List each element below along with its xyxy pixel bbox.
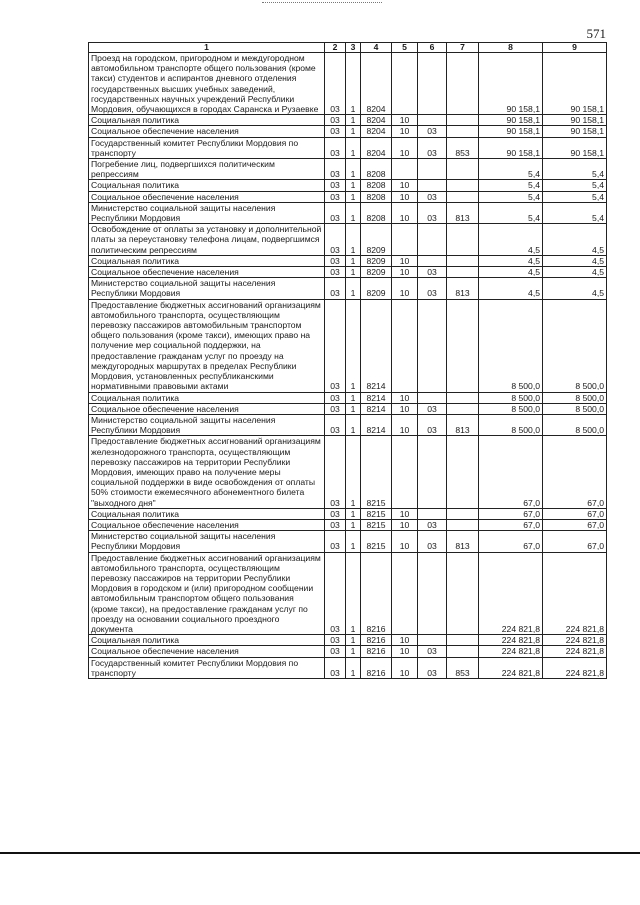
cell-code-4: 8214 [361, 403, 392, 414]
cell-code-6 [418, 53, 447, 115]
col-header-6: 6 [418, 43, 447, 53]
cell-code-4: 8216 [361, 552, 392, 635]
cell-code-6 [418, 635, 447, 646]
col-header-9: 9 [543, 43, 607, 53]
col-header-2: 2 [325, 43, 346, 53]
cell-code-3: 1 [346, 508, 361, 519]
cell-code-3: 1 [346, 392, 361, 403]
cell-amount-8: 4,5 [479, 255, 543, 266]
cell-code-2: 03 [325, 552, 346, 635]
cell-code-4: 8215 [361, 508, 392, 519]
cell-amount-9: 90 158,1 [543, 126, 607, 137]
cell-name: Министерство социальной защиты населения Республики Мордовия [89, 414, 325, 435]
table-row [89, 159, 607, 180]
cell-code-5 [392, 552, 418, 635]
cell-code-5: 10 [392, 180, 418, 191]
cell-code-2: 03 [325, 126, 346, 137]
col-header-3: 3 [346, 43, 361, 53]
cell-code-6: 03 [418, 657, 447, 678]
cell-code-4: 8214 [361, 414, 392, 435]
cell-code-6 [418, 115, 447, 126]
cell-code-6 [418, 255, 447, 266]
cell-code-5: 10 [392, 202, 418, 223]
cell-code-2: 03 [325, 202, 346, 223]
cell-code-4: 8208 [361, 202, 392, 223]
cell-code-3: 1 [346, 552, 361, 635]
cell-code-6: 03 [418, 519, 447, 530]
cell-code-7: 813 [447, 414, 479, 435]
cell-code-7 [447, 646, 479, 657]
cell-code-5: 10 [392, 115, 418, 126]
cell-code-3: 1 [346, 267, 361, 278]
cell-name: Министерство социальной защиты населения Республики Мордовия [89, 278, 325, 299]
table-row [89, 255, 607, 266]
cell-code-5 [392, 159, 418, 180]
cell-name: Освобождение от оплаты за установку и дополнительной платы за переустановку телефона лицам, подвергшимся политическим репрессиям [89, 224, 325, 256]
cell-code-4: 8216 [361, 646, 392, 657]
cell-code-2: 03 [325, 646, 346, 657]
cell-amount-9: 5,4 [543, 159, 607, 180]
cell-code-3: 1 [346, 403, 361, 414]
cell-code-2: 03 [325, 392, 346, 403]
cell-amount-8: 67,0 [479, 531, 543, 552]
cell-code-7 [447, 392, 479, 403]
cell-code-2: 03 [325, 224, 346, 256]
cell-code-4: 8209 [361, 224, 392, 256]
cell-code-6 [418, 224, 447, 256]
cell-code-3: 1 [346, 255, 361, 266]
cell-code-5: 10 [392, 403, 418, 414]
cell-amount-9: 67,0 [543, 519, 607, 530]
cell-name: Социальное обеспечение населения [89, 519, 325, 530]
table-row [89, 53, 607, 115]
cell-code-4: 8204 [361, 126, 392, 137]
cell-code-6: 03 [418, 126, 447, 137]
cell-code-5 [392, 53, 418, 115]
cell-amount-9: 5,4 [543, 202, 607, 223]
cell-code-4: 8209 [361, 255, 392, 266]
cell-code-2: 03 [325, 255, 346, 266]
cell-code-3: 1 [346, 519, 361, 530]
cell-code-4: 8216 [361, 657, 392, 678]
table-row [89, 180, 607, 191]
cell-code-7 [447, 299, 479, 392]
cell-amount-8: 4,5 [479, 267, 543, 278]
cell-amount-9: 90 158,1 [543, 53, 607, 115]
cell-code-3: 1 [346, 436, 361, 508]
cell-amount-8: 8 500,0 [479, 403, 543, 414]
cell-code-3: 1 [346, 635, 361, 646]
cell-amount-9: 224 821,8 [543, 657, 607, 678]
cell-name: Предоставление бюджетных ассигнований организациям автомобильного транспорта, осуществляющим перевозку пассажиров на территории Республики Мордовия в городском и (или) пригородном сообщении автомобильным транспортом общего пользования (кроме такси), на предоставление гражданам услуг по проезду на основании социального проездного документа [89, 552, 325, 635]
table-row [89, 267, 607, 278]
cell-code-6: 03 [418, 137, 447, 158]
cell-amount-8: 5,4 [479, 180, 543, 191]
cell-code-7 [447, 126, 479, 137]
cell-amount-8: 90 158,1 [479, 115, 543, 126]
cell-code-4: 8214 [361, 299, 392, 392]
cell-name: Социальная политика [89, 255, 325, 266]
cell-code-3: 1 [346, 224, 361, 256]
cell-code-2: 03 [325, 299, 346, 392]
cell-code-7 [447, 53, 479, 115]
cell-code-7 [447, 436, 479, 508]
cell-amount-9: 8 500,0 [543, 414, 607, 435]
cell-amount-8: 90 158,1 [479, 126, 543, 137]
cell-amount-9: 90 158,1 [543, 115, 607, 126]
cell-code-5: 10 [392, 519, 418, 530]
cell-amount-8: 224 821,8 [479, 635, 543, 646]
cell-code-5: 10 [392, 635, 418, 646]
page-number: 571 [586, 26, 606, 41]
table-row [89, 531, 607, 552]
cell-code-6: 03 [418, 191, 447, 202]
cell-code-6 [418, 159, 447, 180]
table-row [89, 436, 607, 508]
cell-code-6: 03 [418, 646, 447, 657]
table-row [89, 552, 607, 635]
table-row [89, 191, 607, 202]
cell-name: Социальная политика [89, 115, 325, 126]
cell-code-5: 10 [392, 414, 418, 435]
cell-amount-9: 67,0 [543, 531, 607, 552]
cell-code-6: 03 [418, 414, 447, 435]
cell-code-6 [418, 552, 447, 635]
cell-code-5: 10 [392, 137, 418, 158]
cell-code-2: 03 [325, 137, 346, 158]
cell-code-5: 10 [392, 657, 418, 678]
cell-code-5: 10 [392, 255, 418, 266]
cell-name: Государственный комитет Республики Мордовия по транспорту [89, 657, 325, 678]
cell-code-2: 03 [325, 267, 346, 278]
cell-code-6 [418, 299, 447, 392]
cell-name: Предоставление бюджетных ассигнований организациям автомобильного транспорта, осуществляющим перевозку пассажиров автомобильным транспортом общего пользования (кроме такси), имеющих право на получение мер социальной поддержки, на предоставление гражданам услуг по проезду на междугородных маршрутах в пределах Республики Мордовия, установленных республиканскими нормативными правовыми актами [89, 299, 325, 392]
cell-code-6 [418, 508, 447, 519]
table-row [89, 224, 607, 256]
cell-amount-9: 224 821,8 [543, 646, 607, 657]
cell-code-7 [447, 115, 479, 126]
cell-code-5: 10 [392, 508, 418, 519]
cell-amount-8: 90 158,1 [479, 53, 543, 115]
cell-code-6: 03 [418, 403, 447, 414]
cell-amount-8: 90 158,1 [479, 137, 543, 158]
cell-amount-8: 8 500,0 [479, 414, 543, 435]
cell-amount-8: 67,0 [479, 436, 543, 508]
col-header-1: 1 [89, 43, 325, 53]
cell-amount-9: 5,4 [543, 191, 607, 202]
cell-code-3: 1 [346, 191, 361, 202]
cell-name: Проезд на городском, пригородном и междугородном автомобильном транспорте общего пользования (кроме такси) студентов и аспирантов дневного отделения государственных высших учебных заведений, государственных научных учреждений Республики Мордовия, обучающихся в городах Саранска и Рузаевке [89, 53, 325, 115]
cell-code-4: 8204 [361, 137, 392, 158]
table-row [89, 392, 607, 403]
cell-code-5: 10 [392, 267, 418, 278]
cell-amount-8: 8 500,0 [479, 392, 543, 403]
cell-code-6: 03 [418, 278, 447, 299]
table-row [89, 646, 607, 657]
cell-code-4: 8208 [361, 159, 392, 180]
cell-code-4: 8208 [361, 191, 392, 202]
table-row [89, 115, 607, 126]
cell-code-2: 03 [325, 414, 346, 435]
cell-name: Государственный комитет Республики Мордовия по транспорту [89, 137, 325, 158]
cell-code-4: 8204 [361, 115, 392, 126]
cell-code-4: 8209 [361, 267, 392, 278]
cell-amount-9: 4,5 [543, 267, 607, 278]
cell-amount-9: 8 500,0 [543, 392, 607, 403]
cell-code-7: 813 [447, 202, 479, 223]
cell-code-7: 853 [447, 657, 479, 678]
cell-amount-9: 90 158,1 [543, 137, 607, 158]
cell-code-7 [447, 191, 479, 202]
cell-code-7 [447, 552, 479, 635]
cell-name: Министерство социальной защиты населения Республики Мордовия [89, 202, 325, 223]
cell-code-2: 03 [325, 53, 346, 115]
cell-code-5: 10 [392, 646, 418, 657]
cell-code-7: 813 [447, 531, 479, 552]
cell-amount-8: 8 500,0 [479, 299, 543, 392]
cell-code-4: 8215 [361, 436, 392, 508]
cell-name: Погребение лиц, подвергшихся политическим репрессиям [89, 159, 325, 180]
table-row [89, 508, 607, 519]
cell-code-3: 1 [346, 53, 361, 115]
cell-code-4: 8214 [361, 392, 392, 403]
cell-code-2: 03 [325, 159, 346, 180]
cell-code-3: 1 [346, 299, 361, 392]
cell-code-2: 03 [325, 508, 346, 519]
cell-code-3: 1 [346, 278, 361, 299]
cell-code-5: 10 [392, 191, 418, 202]
cell-amount-8: 5,4 [479, 191, 543, 202]
cell-amount-9: 224 821,8 [543, 635, 607, 646]
cell-amount-8: 224 821,8 [479, 657, 543, 678]
cell-code-5: 10 [392, 126, 418, 137]
cell-amount-9: 67,0 [543, 508, 607, 519]
cell-code-3: 1 [346, 202, 361, 223]
cell-amount-8: 67,0 [479, 519, 543, 530]
cell-code-5 [392, 436, 418, 508]
cell-code-3: 1 [346, 180, 361, 191]
cell-code-7 [447, 224, 479, 256]
table-row [89, 414, 607, 435]
cell-code-7: 853 [447, 137, 479, 158]
budget-table [88, 42, 607, 679]
table-header-row [89, 43, 607, 53]
cell-code-5: 10 [392, 392, 418, 403]
cell-code-7 [447, 267, 479, 278]
cell-amount-9: 8 500,0 [543, 403, 607, 414]
cell-code-6: 03 [418, 531, 447, 552]
cell-amount-9: 4,5 [543, 255, 607, 266]
cell-amount-9: 224 821,8 [543, 552, 607, 635]
cell-code-6 [418, 392, 447, 403]
table-row [89, 126, 607, 137]
cell-code-4: 8215 [361, 519, 392, 530]
cell-code-7 [447, 180, 479, 191]
table-body [89, 53, 607, 679]
cell-amount-8: 224 821,8 [479, 646, 543, 657]
table-row [89, 657, 607, 678]
cell-code-2: 03 [325, 180, 346, 191]
col-header-5: 5 [392, 43, 418, 53]
cell-amount-9: 4,5 [543, 278, 607, 299]
cell-code-7 [447, 403, 479, 414]
cell-code-2: 03 [325, 278, 346, 299]
cell-code-2: 03 [325, 519, 346, 530]
table-row [89, 635, 607, 646]
cell-code-5 [392, 299, 418, 392]
cell-code-3: 1 [346, 137, 361, 158]
cell-code-7 [447, 159, 479, 180]
bottom-rule [0, 852, 640, 854]
cell-code-4: 8208 [361, 180, 392, 191]
cell-code-7: 813 [447, 278, 479, 299]
cell-code-5: 10 [392, 531, 418, 552]
cell-code-2: 03 [325, 403, 346, 414]
cell-code-2: 03 [325, 191, 346, 202]
cell-code-3: 1 [346, 531, 361, 552]
cell-name: Социальное обеспечение населения [89, 267, 325, 278]
cell-amount-8: 4,5 [479, 278, 543, 299]
cell-code-2: 03 [325, 657, 346, 678]
cell-code-7 [447, 508, 479, 519]
table-row [89, 137, 607, 158]
cell-name: Социальное обеспечение населения [89, 646, 325, 657]
cell-code-4: 8215 [361, 531, 392, 552]
cell-name: Министерство социальной защиты населения Республики Мордовия [89, 531, 325, 552]
cell-amount-9: 4,5 [543, 224, 607, 256]
table-row [89, 202, 607, 223]
cell-code-2: 03 [325, 115, 346, 126]
cell-code-5 [392, 224, 418, 256]
cell-code-6: 03 [418, 267, 447, 278]
cell-amount-8: 67,0 [479, 508, 543, 519]
table-row [89, 403, 607, 414]
cell-name: Предоставление бюджетных ассигнований организациям железнодорожного транспорта, осуществляющим перевозку пассажиров на территории Республики Мордовия, имеющих право на получение меры социальной поддержки в виде освобождения от оплаты 50% стоимости ежемесячного абонементного билета "выходного дня" [89, 436, 325, 508]
table-row [89, 519, 607, 530]
cell-code-3: 1 [346, 646, 361, 657]
cell-name: Социальная политика [89, 635, 325, 646]
cell-amount-8: 4,5 [479, 224, 543, 256]
cell-code-3: 1 [346, 115, 361, 126]
cell-code-2: 03 [325, 436, 346, 508]
cell-amount-9: 67,0 [543, 436, 607, 508]
cell-code-3: 1 [346, 657, 361, 678]
cell-code-6: 03 [418, 202, 447, 223]
cell-name: Социальное обеспечение населения [89, 126, 325, 137]
cell-amount-8: 224 821,8 [479, 552, 543, 635]
col-header-8: 8 [479, 43, 543, 53]
table-row [89, 278, 607, 299]
cell-code-7 [447, 255, 479, 266]
cell-code-5: 10 [392, 278, 418, 299]
cell-code-2: 03 [325, 531, 346, 552]
cell-code-3: 1 [346, 126, 361, 137]
cell-code-7 [447, 635, 479, 646]
cell-code-4: 8216 [361, 635, 392, 646]
cell-code-4: 8209 [361, 278, 392, 299]
cell-name: Социальное обеспечение населения [89, 403, 325, 414]
cell-code-7 [447, 519, 479, 530]
cell-amount-8: 5,4 [479, 202, 543, 223]
cell-code-3: 1 [346, 159, 361, 180]
table-row [89, 299, 607, 392]
col-header-4: 4 [361, 43, 392, 53]
cell-code-4: 8204 [361, 53, 392, 115]
col-header-7: 7 [447, 43, 479, 53]
cell-amount-9: 5,4 [543, 180, 607, 191]
cell-name: Социальное обеспечение населения [89, 191, 325, 202]
cell-code-3: 1 [346, 414, 361, 435]
cell-code-6 [418, 180, 447, 191]
cell-name: Социальная политика [89, 508, 325, 519]
cell-name: Социальная политика [89, 180, 325, 191]
cell-amount-8: 5,4 [479, 159, 543, 180]
cell-code-2: 03 [325, 635, 346, 646]
scan-top-marks [262, 2, 382, 6]
cell-amount-9: 8 500,0 [543, 299, 607, 392]
cell-code-6 [418, 436, 447, 508]
cell-name: Социальная политика [89, 392, 325, 403]
